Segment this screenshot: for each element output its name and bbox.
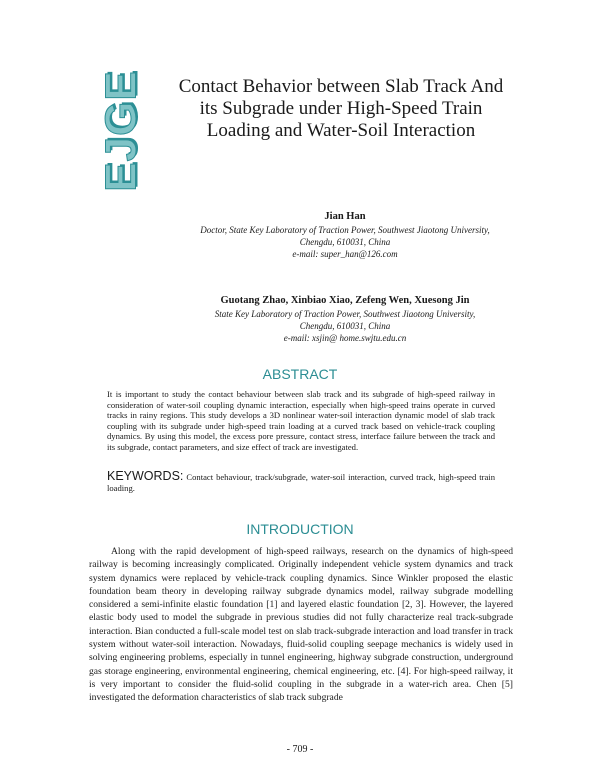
paper-title: Contact Behavior between Slab Track And its Subgrade under High-Speed Train Loading and Water-Soil Interaction [178,76,504,141]
journal-logo [94,70,150,192]
keywords [107,471,495,494]
author-block-2 [150,294,540,344]
page-number: - 709 - [286,744,314,755]
introduction-heading: INTRODUCTION [246,521,354,537]
author-email: e-mail: super_han@126.com [292,249,398,259]
author-affiliation-city: Chengdu, 610031, China [299,321,391,331]
introduction-paragraph: Along with the rapid development of high-speed railways, research on the dynamics of high-speed railway is becoming increasingly complicated. Originally independent vehicle system dynamics and track system dynamics were replaced by vehicle-track coupling dynamics. Since Winkler proposed the elastic foundation beam theory in developing railway subgrade dynamics model, railway subgrade modelling considered a semi-infinite elastic foundation [1] and layered elastic foundation [2, 3]. However, the layered elastic body used to model the subgrade in previous studies did not fully characterize real track-subgrade interaction. Bian conducted a full-scale model test on slab track-subgrade interaction and load transfer in track system without water-soil interaction. Nowadays, fluid-solid coupling seepage mechanics is widely used in solving engineering problems, especially in tunnel engineering, highway subgrade construction, underground gas storage engineering, environmental engineering, chemical engineering, etc. [4]. For high-speed railway, it is very important to consider the fluid-solid coupling in the subgrade in a water-rich area. Chen [5] investigated the deformation characteristics of slab track subgrade [89,546,513,704]
author-email: e-mail: xsjin@ home.swjtu.edu.cn [283,333,407,343]
author-names: Guotang Zhao, Xinbiao Xiao, Zefeng Wen, Xuesong Jin [220,295,470,306]
author-affiliation-city: Chengdu, 610031, China [299,237,391,247]
author-affiliation: Doctor, State Key Laboratory of Traction Power, Southwest Jiaotong University, [200,225,490,235]
keywords-label: KEYWORDS: [107,469,184,483]
abstract-heading: ABSTRACT [262,366,338,382]
keywords-text: Contact behaviour, track/subgrade, water-soil interaction, curved track, high-speed train loading. [107,472,495,493]
author-block-1 [150,210,540,260]
author-names: Jian Han [324,211,366,222]
author-affiliation: State Key Laboratory of Traction Power, Southwest Jiaotong University, [214,309,476,319]
journal-logo-text: EJGE [97,70,147,192]
abstract-text: It is important to study the contact behaviour between slab track and its subgrade of high-speed railway in consideration of water-soil coupling dynamic interaction, especially when high-speed trains operate in curved tracks in rainy regions. This study develops a 3D nonlinear water-soil interaction dynamic model of slab track coupling with its subgrade under high-speed train loading at a curved track based on vehicle-track coupling dynamics. By using this model, the excess pore pressure, contact stress, interface failure between the track and its subgrade, contact parameters, and size effect of track are investigated. [107,389,495,452]
